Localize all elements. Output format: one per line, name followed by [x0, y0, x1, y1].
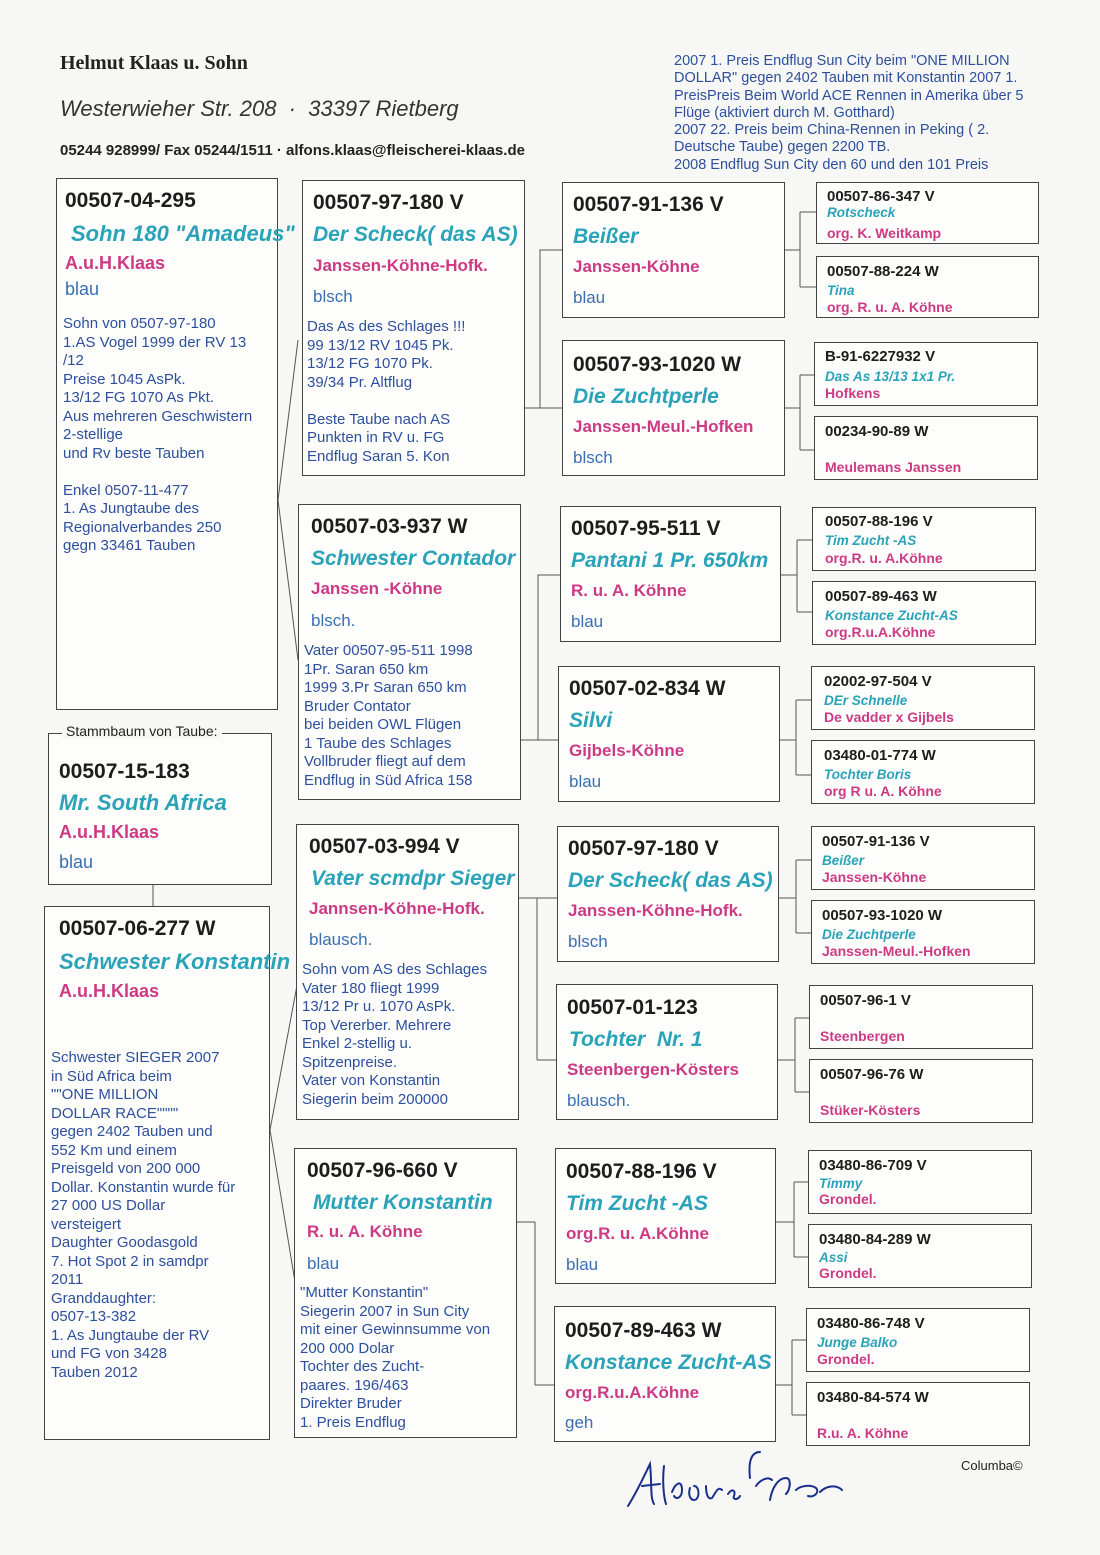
- g3-breeder: Janssen-Köhne: [573, 257, 700, 276]
- g4-name: Die Zuchtperle: [822, 927, 916, 942]
- g4-ring: 00507-88-224 W: [827, 263, 939, 280]
- g3-name: Tochter Nr. 1: [569, 1028, 703, 1051]
- g4-breeder: Grondel.: [817, 1351, 875, 1367]
- g3-color: blau: [571, 612, 604, 631]
- g3-breeder: org.R. u. A.Köhne: [566, 1224, 709, 1243]
- g4-breeder: Meulemans Janssen: [825, 459, 962, 475]
- g4-breeder: De vadder x Gijbels: [824, 709, 954, 725]
- g3-card-3[interactable]: [560, 506, 781, 642]
- g4-name: Das As 13/13 1x1 Pr.: [825, 369, 956, 384]
- g4-ring: 00507-96-1 V: [820, 992, 911, 1009]
- g3-ring: 00507-93-1020 W: [573, 353, 742, 376]
- g4-card-14[interactable]: [808, 1224, 1032, 1288]
- g3-color: blausch.: [567, 1091, 631, 1110]
- g2-ring: 00507-96-660 V: [307, 1159, 458, 1182]
- g4-card-16[interactable]: [806, 1382, 1030, 1446]
- g2-color: blsch.: [311, 611, 356, 630]
- g3-breeder: Gijbels-Köhne: [569, 741, 685, 760]
- dam-notes: Schwester SIEGER 2007 in Süd Africa beim ""ONE MILLION DOLLAR RACE"""" gegen 2402 Tauben und 552 Km und einem Preisgeld von 200 000 Dollar. Konstantin wurde für 27 000 US Dollar versteigert Daughter Goodasgold 7. Hot Spot 2 in samdpr 2011 Granddaughter: 0507-13-382 1. As Jungtaube der RV und FG von 3428 Tauben 2012: [51, 1049, 236, 1381]
- g2-card-1[interactable]: [302, 180, 525, 476]
- g4-ring: 03480-84-289 W: [819, 1231, 931, 1248]
- g3-card-6[interactable]: [556, 984, 778, 1120]
- g4-card-4[interactable]: [814, 416, 1038, 480]
- g4-card-6[interactable]: [812, 581, 1036, 645]
- g2-notes: Vater 00507-95-511 1998 1Pr. Saran 650 km 1999 3.Pr Saran 650 km Bruder Contator bei beiden OWL Flügen 1 Taube des Schlages Vollbruder fliegt auf dem Endflug in Süd Africa 158: [304, 642, 473, 789]
- g4-card-5[interactable]: [812, 507, 1036, 571]
- g2-card-3[interactable]: [296, 824, 519, 1120]
- g3-card-2[interactable]: [562, 340, 785, 476]
- g3-breeder: Steenbergen-Kösters: [567, 1060, 739, 1079]
- sire-name: Sohn 180 "Amadeus": [71, 221, 295, 246]
- g2-breeder: R. u. A. Köhne: [307, 1222, 423, 1241]
- g3-breeder: R. u. A. Köhne: [571, 581, 687, 600]
- g2-ring: 00507-03-994 V: [309, 835, 460, 858]
- g3-name: Der Scheck( das AS): [568, 869, 773, 892]
- g3-name: Pantani 1 Pr. 650km: [571, 549, 769, 572]
- g4-ring: 00507-88-196 V: [825, 513, 933, 530]
- g2-name: Mutter Konstantin: [313, 1191, 493, 1214]
- g4-card-11[interactable]: [809, 985, 1033, 1049]
- g2-card-2[interactable]: [298, 504, 521, 800]
- g4-name: DEr Schnelle: [824, 693, 908, 708]
- dam-breeder: A.u.H.Klaas: [59, 981, 160, 1001]
- g4-card-12[interactable]: [809, 1059, 1033, 1123]
- g3-ring: 00507-89-463 W: [565, 1319, 722, 1342]
- g4-breeder: Janssen-Köhne: [822, 869, 927, 885]
- g4-name: Timmy: [819, 1176, 863, 1191]
- g2-notes: "Mutter Konstantin" Siegerin 2007 in Sun City mit einer Gewinnsumme von 200 000 Dolar Tochter des Zucht- paares. 196/463 Direkter Bruder 1. Preis Endflug: [300, 1284, 491, 1431]
- g4-card-9[interactable]: [811, 826, 1035, 890]
- subject-ring: 00507-15-183: [59, 760, 190, 783]
- g4-ring: 00507-91-136 V: [822, 833, 930, 850]
- g4-name: Tim Zucht -AS: [825, 533, 917, 548]
- subject-name: Mr. South Africa: [59, 790, 227, 815]
- g4-ring: 00507-86-347 V: [827, 188, 935, 205]
- g4-breeder: Grondel.: [819, 1191, 877, 1207]
- g2-color: blau: [307, 1254, 340, 1273]
- g3-color: geh: [565, 1413, 594, 1432]
- g3-card-8[interactable]: [554, 1306, 776, 1442]
- contact-line: 05244 928999/ Fax 05244/1511 · alfons.klaas@fleischerei-klaas.de: [60, 142, 525, 159]
- g3-ring: 00507-01-123: [567, 996, 698, 1019]
- g4-ring: 03480-84-574 W: [817, 1389, 929, 1406]
- g4-ring: 02002-97-504 V: [824, 673, 932, 690]
- g3-name: Beißer: [573, 225, 639, 248]
- g2-breeder: Janssen-Köhne-Hofk.: [313, 256, 488, 275]
- g4-name: Konstance Zucht-AS: [825, 608, 958, 623]
- g3-card-5[interactable]: [557, 826, 779, 962]
- dam-ring: 00507-06-277 W: [59, 917, 216, 940]
- g3-color: blau: [566, 1255, 599, 1274]
- g4-breeder: Grondel.: [819, 1265, 877, 1281]
- g4-ring: 03480-86-709 V: [819, 1157, 927, 1174]
- subject-label: Stammbaum von Taube:: [62, 723, 222, 739]
- g3-name: Tim Zucht -AS: [566, 1192, 708, 1215]
- g4-card-13[interactable]: [808, 1150, 1032, 1214]
- g3-color: blau: [569, 772, 602, 791]
- g4-name: Rotscheck: [827, 205, 896, 220]
- g4-card-1[interactable]: [816, 182, 1039, 244]
- g3-color: blsch: [568, 932, 608, 951]
- g2-color: blsch: [313, 287, 353, 306]
- g3-breeder: org.R.u.A.Köhne: [565, 1383, 700, 1402]
- g4-ring: 00234-90-89 W: [825, 423, 929, 440]
- news-text: 2007 1. Preis Endflug Sun City beim "ONE MILLION DOLLAR" gegen 2402 Tauben mit Konstantin 2007 1. PreisPreis Beim World ACE Rennen in Amerika über 5 Flüge (aktiviert durch M. Gotthard) 2007 22. Preis beim China-Rennen in Peking ( 2. Deutsche Taube) gegen 2200 TB. 2008 Endflug Sun City den 60 und den 101 Preis: [674, 53, 1024, 173]
- g4-name: Tina: [827, 283, 855, 298]
- signature: [620, 1442, 860, 1522]
- sire-ring: 00507-04-295: [65, 189, 196, 212]
- g2-name: Schwester Contador: [311, 547, 516, 570]
- g4-ring: 03480-01-774 W: [824, 747, 936, 764]
- g2-breeder: Janssen -Köhne: [311, 579, 443, 598]
- g3-card-1[interactable]: [562, 182, 785, 318]
- subject-color: blau: [59, 852, 94, 872]
- sire-notes: Sohn von 0507-97-180 1.AS Vogel 1999 der RV 13 /12 Preise 1045 AsPk. 13/12 FG 1070 As Pkt. Aus mehreren Geschwistern 2-stellige und Rv beste Tauben Enkel 0507-11-477 1. As Jungtaube des Regionalverbandes 250 gegn 33461 Tauben: [63, 315, 253, 554]
- g4-ring: 00507-93-1020 W: [822, 907, 943, 924]
- g4-breeder: org.R. u. A.Köhne: [825, 550, 943, 566]
- g2-notes: Das As des Schlages !!! 99 13/12 RV 1045 Pk. 13/12 FG 1070 Pk. 39/34 Pr. Altflug Beste Taube nach AS Punkten in RV u. FG Endflug Saran 5. Kon: [307, 318, 466, 465]
- g4-breeder: R.u. A. Köhne: [817, 1425, 909, 1441]
- g3-card-4[interactable]: [558, 666, 780, 802]
- g4-card-10[interactable]: [811, 900, 1035, 964]
- g4-card-2[interactable]: [816, 256, 1039, 318]
- g4-breeder: Hofkens: [825, 385, 881, 401]
- g4-ring: 03480-86-748 V: [817, 1315, 925, 1332]
- g3-card-7[interactable]: [555, 1148, 776, 1284]
- g2-notes: Sohn vom AS des Schlages Vater 180 fliegt 1999 13/12 Pr u. 1070 AsPk. Top Vererber. Mehrere Enkel 2-stellig u. Spitzenpreise. Vater von Konstantin Siegerin beim 200000: [302, 961, 488, 1108]
- g3-ring: 00507-91-136 V: [573, 193, 724, 216]
- g4-breeder: org. R. u. A. Köhne: [827, 299, 953, 315]
- g3-color: blau: [573, 288, 606, 307]
- g2-name: Vater scmdpr Sieger: [311, 867, 515, 890]
- g2-breeder: Jannsen-Köhne-Hofk.: [309, 899, 485, 918]
- subject-breeder: A.u.H.Klaas: [59, 822, 160, 842]
- subject-card[interactable]: [48, 733, 272, 885]
- g4-breeder: Steenbergen: [820, 1028, 905, 1044]
- g4-ring: B-91-6227932 V: [825, 348, 936, 365]
- g4-name: Tochter Boris: [824, 767, 912, 782]
- g3-color: blsch: [573, 448, 613, 467]
- g3-ring: 00507-95-511 V: [571, 517, 721, 540]
- g4-breeder: org.R.u.A.Köhne: [825, 624, 936, 640]
- g3-ring: 00507-88-196 V: [566, 1160, 717, 1183]
- g4-card-7[interactable]: [811, 666, 1035, 730]
- g4-breeder: org. K. Weitkamp: [827, 225, 942, 241]
- g2-ring: 00507-97-180 V: [313, 191, 464, 214]
- g4-breeder: Janssen-Meul.-Hofken: [822, 943, 971, 959]
- g4-breeder: Stüker-Kösters: [820, 1102, 921, 1118]
- g4-card-15[interactable]: [806, 1308, 1030, 1372]
- dam-card[interactable]: [44, 906, 291, 1440]
- g4-ring: 00507-96-76 W: [820, 1066, 924, 1083]
- sire-card[interactable]: [56, 178, 295, 710]
- g4-breeder: org R u. A. Köhne: [824, 783, 942, 799]
- g4-ring: 00507-89-463 W: [825, 588, 937, 605]
- g3-ring: 00507-97-180 V: [568, 837, 719, 860]
- sire-color: blau: [65, 279, 100, 299]
- g4-card-3[interactable]: [814, 342, 1038, 406]
- g2-color: blausch.: [309, 930, 373, 949]
- g3-name: Die Zuchtperle: [573, 385, 719, 408]
- address: Westerwieher Str. 208 · 33397 Rietberg: [60, 96, 459, 121]
- dam-name: Schwester Konstantin: [59, 949, 291, 974]
- g3-ring: 00507-02-834 W: [569, 677, 726, 700]
- g4-name: Junge Balko: [817, 1335, 898, 1350]
- owner-name: Helmut Klaas u. Sohn: [60, 52, 248, 74]
- g3-breeder: Janssen-Meul.-Hofken: [573, 417, 754, 436]
- g3-name: Konstance Zucht-AS: [565, 1351, 772, 1374]
- g2-card-4[interactable]: [294, 1148, 517, 1438]
- g4-card-8[interactable]: [811, 740, 1035, 804]
- copyright-mark: Columba©: [961, 1458, 1023, 1473]
- g3-name: Silvi: [569, 709, 613, 732]
- g2-ring: 00507-03-937 W: [311, 515, 468, 538]
- sire-breeder: A.u.H.Klaas: [65, 253, 166, 273]
- g4-name: Assi: [819, 1250, 848, 1265]
- g4-name: Beißer: [822, 853, 865, 868]
- g2-name: Der Scheck( das AS): [313, 223, 518, 246]
- g3-breeder: Janssen-Köhne-Hofk.: [568, 901, 743, 920]
